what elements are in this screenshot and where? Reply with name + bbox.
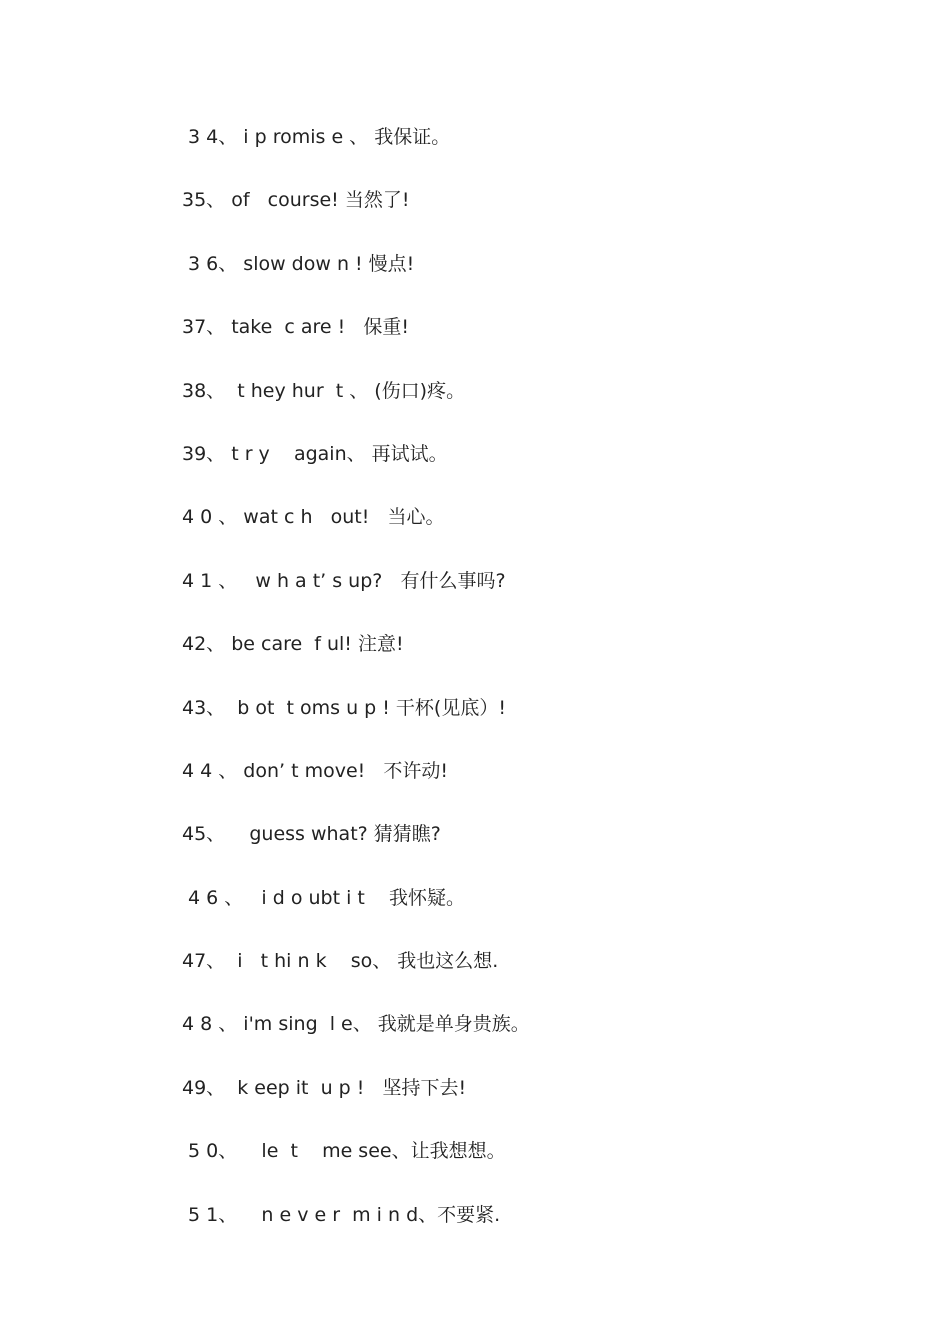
phrase-line-37: 37、 take c are ! 保重! [182, 316, 410, 339]
phrase-line-40: 4 0 、 wat c h out! 当心。 [182, 506, 445, 529]
phrase-line-49: 49、 k eep it u p ! 坚持下去! [182, 1076, 467, 1099]
phrase-line-38: 38、 t hey hur t 、 (伤口)疼。 [182, 379, 466, 402]
phrase-line-42: 42、 be care f ul! 注意! [182, 633, 404, 656]
phrase-line-35: 35、 of course! 当然了! [182, 189, 410, 212]
phrase-list [182, 122, 530, 1263]
phrase-line-39: 39、 t r y again、 再试试。 [182, 442, 448, 465]
phrase-line-44: 4 4 、 don’ t move! 不许动! [182, 759, 449, 782]
phrase-line-47: 47、 i t hi n k so、 我也这么想. [182, 950, 499, 973]
phrase-line-36: 3 6、 slow dow n ! 慢点! [182, 252, 415, 275]
phrase-line-41: 4 1 、 w h a t’ s up? 有什么事吗? [182, 569, 506, 592]
phrase-line-46: 4 6 、 i d o ubt i t 我怀疑。 [182, 886, 466, 909]
phrase-line-50: 5 0、 le t me see、让我想想。 [182, 1140, 506, 1163]
phrase-line-34: 3 4、 i p romis e 、 我保证。 [182, 126, 451, 148]
phrase-line-51: 5 1、 n e v e r m i n d、不要紧. [182, 1203, 501, 1226]
phrase-line-48: 4 8 、 i'm sing l e、 我就是单身贵族。 [182, 1013, 530, 1036]
phrase-line-43: 43、 b ot t oms u p ! 干杯(见底）! [182, 696, 506, 719]
phrase-line-45: 45、 guess what? 猜猜瞧? [182, 823, 441, 846]
